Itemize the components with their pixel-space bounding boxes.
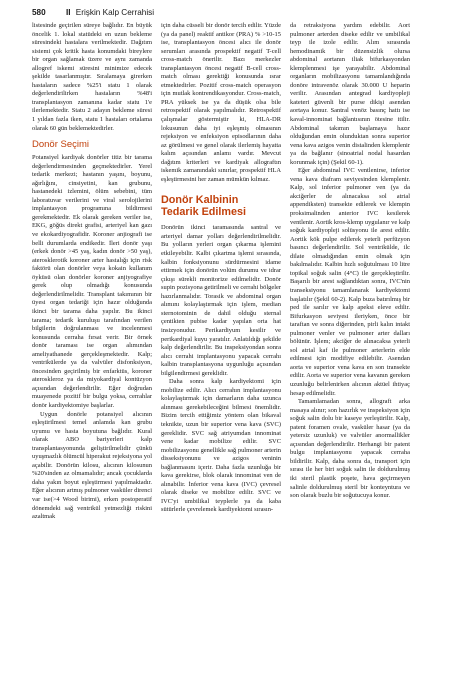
paragraph: Daha sonra kalp kardiyektomi için mobilize edilir. Alıcı cerrahın implantasyonu kolaylaştırmak için damarların daha uzunca alınması gerekebileceğini bilmesi önemlidir. Bizim tercih ettiğimiz yöntem olan bikaval teknikte, uzun bir superior vena kava (SVC) gereklidir. SVC sağ atriyumdan innominat vene kadar mobilize edilir. SVC mobilizasyonu genellikle sağ pulmoner arterin disseksiyonunu ve azigos veninin bağlanmasını içerir. Daha fazla uzunluğa bir kava gerekirse, blok olarak innominat ven de alınabilir. İnferior vena kava (IVC) çevresel olarak diseke ve mobilize edilir. SVC ve IVC'yi umbilikal teyplerle ya da kaba sütürlerle çevrelemek kardiyektomi sırasın-: [161, 378, 281, 514]
page-header: [32, 8, 422, 22]
text-column-right: [290, 22, 410, 672]
paragraph: Uygun donörle potansiyel alıcının eşleştirilmesi temel anlamda kan grubu uyumu ve hasta boyutuna bağlıdır. Kural olarak ABO bariyerleri kalp transplantasyonunda geliştirilmelidir çünkü uyuşmazlık ölümcül hiperakut rejeksiyona yol açabilir. Donörün kilosu, alıcının kilosunun %20'sinden az olmamalıdır; ancak çocuklarda daha yakın boyut eşleştirmesi yapılmaktadır. Eğer alıcının artmış pulmoner vasküler direnci var ise(>4 Wood birimi), erken postoperatif dönemdeki sağ ventrikül yetmezliği riskini azaltmak: [32, 410, 152, 521]
paragraph: Potansiyel kardiyak donörler titiz bir tarama değerlendirmesinden geçmektedirler. Yerel tedarik merkezi; hastanın yaşını, boyunu, ağırlığını, cinsiyetini, kan grubunu, hastanedeki izlemini, ölüm sebebini, tüm laboratuvar verilerini ve viral serolojilerini implantasyon programına bildirmesi gerekmektedir. Ek olarak gereken veriler ise, EKG, göğüs direkt grafisi, arteriyel kan gazı ve ekokardiyografidir. Koroner anjiografi ise belli durumlarda endikedir. İleri donör yaşı (erkek donör >45 yaş, kadın donör >50 yaş), aterosklerotik koroner arter hastalığı için risk faktörü olan donörler veya kokain kullanım öyküsü olan donörler koroner anjiyografiye gerek olup olmadığı konusunda değerlendirilmelidir. Transplant takımının bir üyesi organ tedariği için hazır olduğunda ikinci bir tarama daha yapılır. Bu ikinci tarama; tedarik kuruluşu tarafından verilen bilgilerin doğrulanması ve incelenmesi konusunda cerraha fırsat verir. Bir örnek donör taraması ise organ alımından ameliyathanede gerçekleşmektedir. Kalp; ventrikülerde ya da valvüler disfonksiyon, öncesinden geçirilmiş bir enfarktüs, koroner ateroskleroz ya da miyokardiyal kontüzyon açısından değerlendirilir. Eğer doğrudan muayenede pozitif bir bulgu yoksa, cerrahlar donör kardiyektomiye başlarlar.: [32, 154, 152, 409]
heading-line: Tedarik Edilmesi: [161, 206, 247, 219]
text-column-middle: [161, 22, 281, 672]
section-heading-procurement: [161, 194, 281, 218]
text-column-left: [32, 22, 152, 672]
paragraph: listesinde geçirilen süreye bağlıdır. En büyük öncelik 1. lokal statüdeki en uzun bekleme süresindeki hastalara verilmektedir. Dağıtım sistemi çok kritik hasta konumdaki bireylere bir organ sağlamak üzere ve aynı zamanda allogref iskemi süresini minimize edecek şekilde tasarlanmıştır. Sıralamaya girerken hastaların sadece %25'i statu 1 olarak değerlendirilirken hastaların %48'i transplantasyon zamanına kadar statu 1'e ilerlemektedir. Statu 2 adayın bekleme süresi 1 yıldan fazla iken, statu 1 hastaları ortalama olarak 60 gün beklemektedirler.: [32, 22, 152, 132]
paragraph: için daha cüsseli bir donör tercih edilir. Yüzde (ya da panel) reaktif antikor (PRA) % >10-15 ise, transplantasyon öncesi alıcı ile donör serumları arasında prospektif negatif T-cell cross-match önerilir. Bazı merkezler transplantasyon öncesi negatif B-cell cross-match olması gerektiği konusunda ısrar etmektedirler. Pozitif cross-match operasyon için mutlak kontrendikasyondur. Cross-match, PRA yüksek ise ya da düşük olsa bile retrospektif olarak yapılmalıdır. Retrospektif çalışmalar göstermiştir ki, HLA-DR lokusunun daha iyi eşleşmiş olmasının rejeksiyon ve enfeksiyon episodlarının daha az görülmesi ve genel olarak ilerlemiş hayatta kalım açısından anlamı vardır. Mevcut dağıtım kriterleri ve kardiyak allograftın iskemik zamanındaki sınırlar, prospektif HLA eşleştirmesini her zaman mümkün kılmaz.: [161, 22, 281, 183]
page-number: 580: [32, 8, 46, 17]
paragraph: Eğer abdominal IVC ventlenirse, inferior vena kava diafram seviyesinden klemplenir. Kalp, sol inferior pulmoner ven (ya da akciğerler de alınacaksa sol atrial appendiksten) transekte edilerek ve klempin proksimalinden anterior IVC kesilerek ventlenir. Aortik kros-klemp uygulanır ve kalp soğuk kardiyopleji solüsyonu ile arest edilir. Aortik kök pulpe edilerek yeterli perfüzyon basıncı değerlendirilir. Sol ventrikülde, ilc dilate olmadığından emin olmak için bakılmalıdır. Kalbin hızlı soğutulması 10 litre topikal soğuk salin (4°C) ile gerçekleştirilir. Başarılı bir arest sağlandıktan sonra, IVC'nin transeksiyonu tamamlanarak kardiyektomi başlatılır (Şekil 60-2). Kalp buza batırılmış bir ped ile sarılır ve kalp apeksi eleve edilir. Bifurkasyon seviyesi ileriyken, önce bir taraftan ve sonra diğerinden, pirli kalın intakt pulmoner venler ve pulmoner arter dalları bölünür. İşlem; akciğer de alınacaksa yeterli sol atrial kaf ile pulmoner arterlerin elde edilmesi için modifiye edilebilir. Asendan aorta ve superior vena kava en son transekte edilir. Aorta ve superior vena kavanın gereken uzunluğu belirlenirken alıcının aktüel ihtiyaç hesap edilmelidir.: [290, 167, 410, 397]
paragraph: Tamamlamadan sonra, allograft arka masaya alınır; son hazırlık ve inspeksiyon için soğuk salin dolu bir kaseye yerleştirilir. Kalp, patent foramen ovale, vasküler hasar (ya da yetersiz uzunluk) ve valvüler anormallikler açısından değerlendirilir. Herhangi bir patent bulgu implantasyonu yapacak cerraha bildirilir. Kalp, daha sonra da, transport için sırası ile her biri soğuk salin ile doldurulmuş iki steril plastik poşete, hava geçirmeyen salinle doldurulmuş steril bir konteyntura ve son olarak buzlu bir soğutucuya konur.: [290, 398, 410, 500]
book-title: Erişkin Kalp Cerrahisi: [75, 8, 155, 17]
section-heading-donor-selection: Donör Seçimi: [32, 139, 90, 151]
paragraph: da retraksiyona yardım edebilir. Aort pulmoner arterden diseke edilir ve umbilikal teyp ile izole edilir. Alım sırasında hemodinamik bir düzensizlik olursa abdominal aortanın iliak bifurkasyondan klemplenmesi işe yarayabilir. Abdominal organların mobilizasyonu tamamlandığında donöre intravenöz olarak 30.000 U heparin verilir. Arasından antegrad kardiyopleji kateteri güvenli bir purse dikişi asendan aortaya konur. Santral venöz basınç hattı ise kaval-innominat bağlantısının ötesine itilir. Abdominal takımın başlamaya hazır olduğundan emin olunduktan sonra superior vena kava azigos venin distalinden klemplenir ya da bağlanır (sinoatrial nodal hasardan korunmak için) (Şekil 60-1).: [290, 22, 410, 166]
part-label: II: [65, 8, 71, 17]
paragraph: Donörün ikinci taramasında santral ve arteriyel damar yolları değerlendirilmelidir. Bu yolların yerleri organ çıkarma işlemini etkileyebilir. Kalbi çıkartma işlemi sırasında, kalbin fonksiyonunu sürdürmesini idame ettirmek için donörün volüm durumu ve idrar çıkışı sürekli monitorize edilmelidir. Donör supin pozisyona getirilmeli ve cerrahi bölgeler hazırlanmalıdır. Torasik ve abdominal organ alımını kolaylaştırmak için işlem, median sternotominin de dahil olduğu sternal çentikten pubise kadar yapılan orta hat insizyonudur. Perikardiyum kesilir ve perikardiyal kuyu yaratılır. Anlatıldığı şekilde kalp değerlendirilir. Bu inspeksiyondan sonra alıcı cerrahi implantasyonu yapacak cerrahı kalbin transplantasyona uygunluğu açısından bilgilendirmesi gereklidir.: [161, 224, 281, 377]
heading-line: Donör Kalbinin: [161, 194, 239, 207]
